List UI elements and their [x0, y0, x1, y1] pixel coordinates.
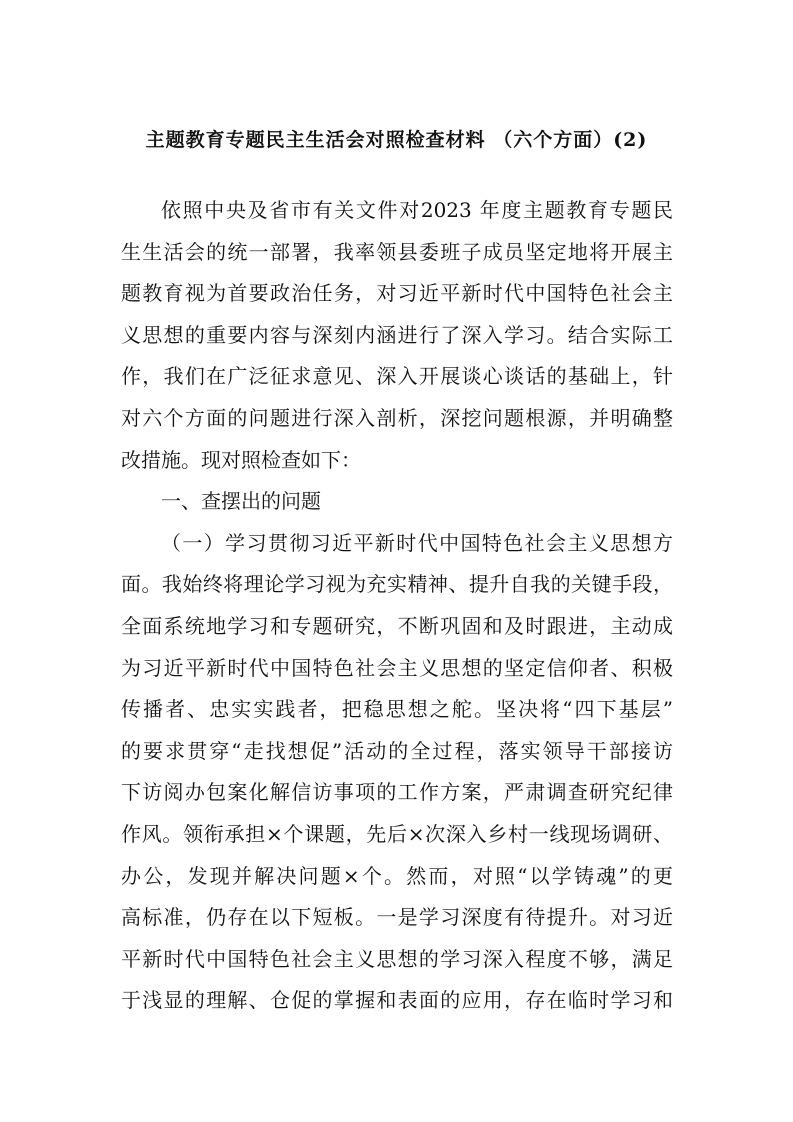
body-line: 于浅显的理解、仓促的掌握和表面的应用，存在临时学习和 — [121, 988, 673, 1013]
body-line: 传播者、忠实实践者，把稳思想之舵。坚决将“四下基层” — [121, 697, 673, 722]
document-body — [121, 190, 673, 1022]
body-line: 高标准，仍存在以下短板。一是学习深度有待提升。对习近 — [121, 905, 673, 930]
body-line: 下访阅办包案化解信访事项的工作方案，严肃调查研究纪律 — [121, 780, 673, 805]
body-line: 作风。领衔承担×个课题，先后×次深入乡村一线现场调研、 — [121, 821, 673, 846]
body-line: 依照中央及省市有关文件对2023 年度主题教育专题民 — [161, 198, 673, 222]
body-line: 对六个方面的问题进行深入剖析，深挖问题根源，并明确整 — [121, 405, 673, 430]
body-line: 办公，发现并解决问题×个。然而，对照“以学铸魂”的更 — [121, 863, 673, 888]
body-line: （一）学习贯彻习近平新时代中国特色社会主义思想方 — [161, 530, 673, 555]
body-line: 题教育视为首要政治任务，对习近平新时代中国特色社会主 — [121, 281, 673, 306]
body-line: 全面系统地学习和专题研究，不断巩固和及时跟进，主动成 — [121, 613, 673, 638]
document-title: 主题教育专题民主生活会对照检查材料 （六个方面）(2) — [145, 129, 648, 151]
body-line: 面。我始终将理论学习视为充实精神、提升自我的关键手段， — [121, 572, 673, 597]
body-line: 的要求贯穿“走找想促”活动的全过程，落实领导干部接访 — [121, 738, 673, 763]
body-line: 义思想的重要内容与深刻内涵进行了深入学习。结合实际工 — [121, 322, 673, 347]
body-line: 为习近平新时代中国特色社会主义思想的坚定信仰者、积极 — [121, 655, 673, 680]
body-line: 改措施。现对照检查如下： — [121, 447, 361, 472]
body-line: 生生活会的统一部署，我率领县委班子成员坚定地将开展主 — [121, 239, 673, 264]
body-line: 平新时代中国特色社会主义思想的学习深入程度不够，满足 — [121, 946, 673, 971]
section-heading: 一、查摆出的问题 — [161, 489, 321, 514]
body-line: 作，我们在广泛征求意见、深入开展谈心谈话的基础上，针 — [121, 364, 673, 389]
